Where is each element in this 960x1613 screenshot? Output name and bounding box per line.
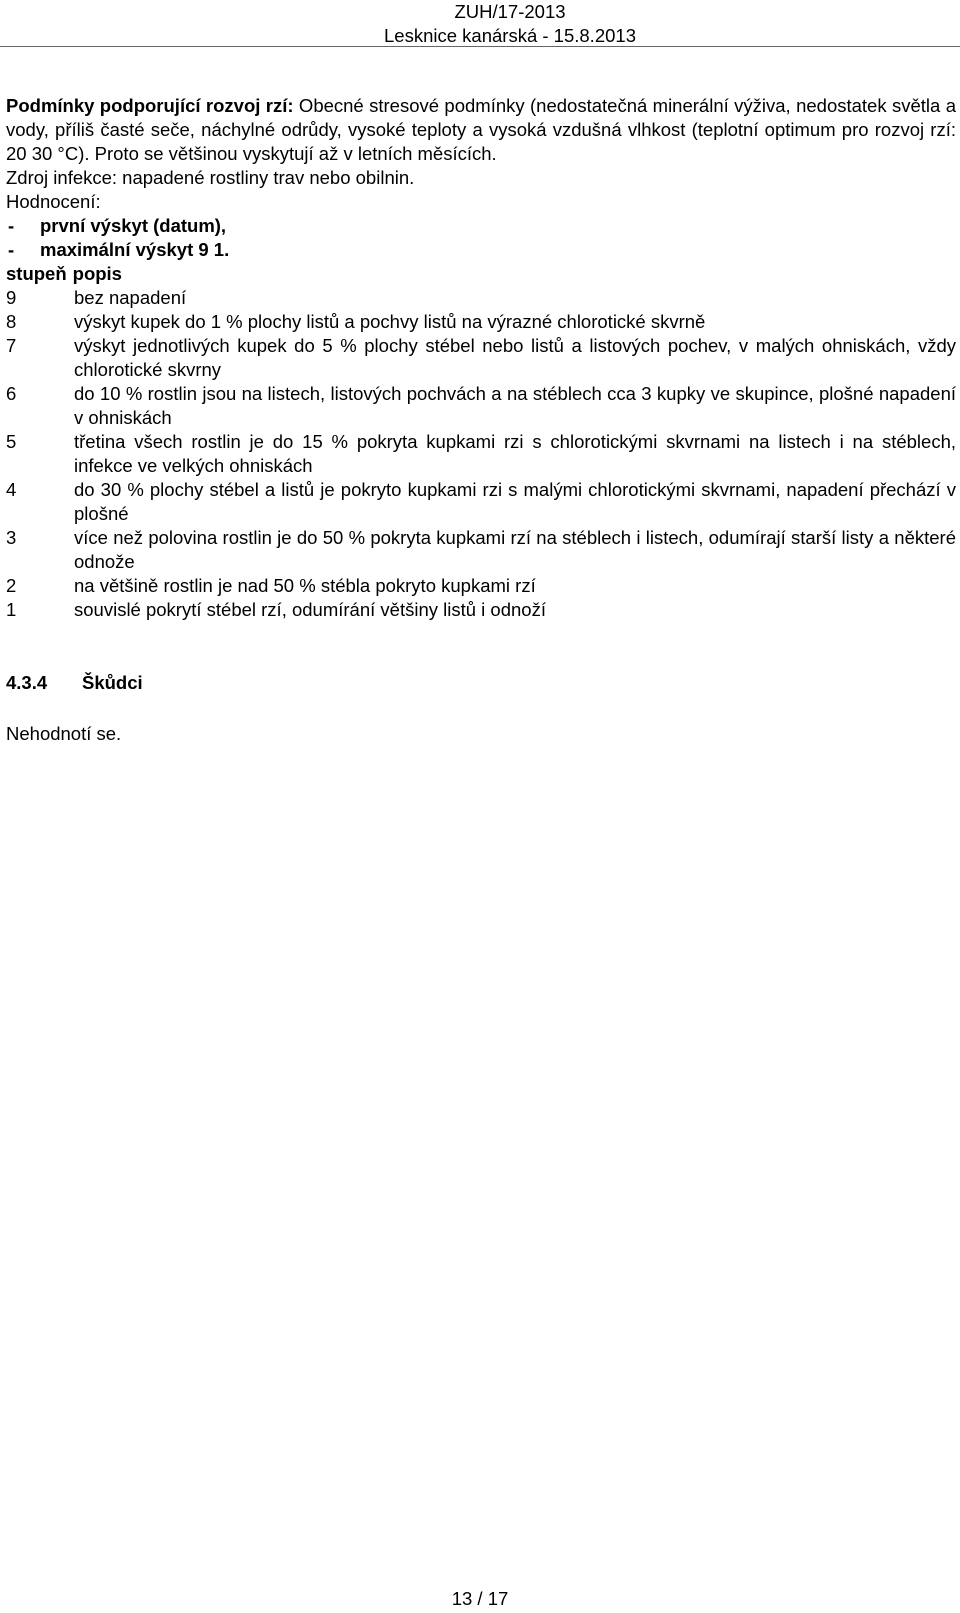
scale-degree: 5 bbox=[6, 431, 17, 452]
evaluation-item-text: první výskyt (datum), bbox=[40, 215, 227, 236]
document-subtitle: Lesknice kanárská - 15.8.2013 bbox=[384, 25, 636, 46]
evaluation-item-max bbox=[6, 238, 956, 262]
scale-row bbox=[6, 574, 956, 598]
scale-row bbox=[6, 526, 956, 574]
conditions-label: Podmínky podporující rozvoj rzí: bbox=[6, 95, 294, 116]
scale-list bbox=[6, 286, 956, 622]
scale-description: souvislé pokrytí stébel rzí, odumírání většiny listů i odnoží bbox=[74, 599, 546, 620]
scale-description: do 10 % rostlin jsou na listech, listových pochvách a na stéblech cca 3 kupky ve skupince, plošné napadení v ohniskách bbox=[74, 383, 956, 428]
conditions-paragraph bbox=[6, 94, 956, 166]
scale-row bbox=[6, 286, 956, 310]
scale-degree: 2 bbox=[6, 575, 17, 596]
header-divider bbox=[0, 46, 960, 47]
page-header bbox=[360, 0, 660, 48]
scale-row bbox=[6, 310, 956, 334]
scale-degree: 7 bbox=[6, 335, 17, 356]
scale-degree: 4 bbox=[6, 479, 17, 500]
section-number: 4.3.4 bbox=[6, 672, 48, 693]
document-id: ZUH/17-2013 bbox=[454, 1, 566, 22]
page-content bbox=[6, 94, 956, 746]
scale-degree: 6 bbox=[6, 383, 17, 404]
scale-row bbox=[6, 598, 956, 622]
scale-degree: 3 bbox=[6, 527, 17, 548]
scale-degree: 1 bbox=[6, 599, 17, 620]
infection-source: Zdroj infekce: napadené rostliny trav nebo obilnin. bbox=[6, 167, 415, 188]
scale-row bbox=[6, 382, 956, 430]
page-number: 13 / 17 bbox=[451, 1588, 509, 1609]
scale-row bbox=[6, 478, 956, 526]
scale-header bbox=[6, 262, 956, 286]
evaluation-item-first bbox=[6, 214, 956, 238]
scale-description: více než polovina rostlin je do 50 % pokryta kupkami rzí na stéblech i listech, odumírají starší listy a některé odnože bbox=[74, 527, 956, 572]
bullet-dash: - bbox=[8, 215, 15, 236]
scale-header-degree: stupeň bbox=[6, 263, 67, 284]
conditions-text: Obecné stresové podmínky (nedostatečná minerální výživa, nedostatek světla a vody, příliš časté seče, náchylné odrůdy, vysoké teploty a vysoká vzdušná vlhkost (teplotní optimum pro rozvoj rzí: 20 30 °C). Proto se většinou vyskytují až v letních měsících. bbox=[6, 95, 956, 164]
evaluation-label: Hodnocení: bbox=[6, 191, 101, 212]
scale-description: bez napadení bbox=[74, 287, 187, 308]
section-title: Škůdci bbox=[82, 672, 143, 693]
section-heading bbox=[6, 671, 956, 695]
scale-header-desc: popis bbox=[72, 263, 122, 284]
scale-row bbox=[6, 334, 956, 382]
bullet-dash: - bbox=[8, 239, 15, 260]
scale-description: na většině rostlin je nad 50 % stébla pokryto kupkami rzí bbox=[74, 575, 536, 596]
evaluation-item-text: maximální výskyt 9 1. bbox=[40, 239, 230, 260]
scale-description: třetina všech rostlin je do 15 % pokryta kupkami rzi s chlorotickými skvrnami na listech i na stéblech, infekce ve velkých ohniskách bbox=[74, 431, 956, 476]
scale-degree: 9 bbox=[6, 287, 17, 308]
scale-description: výskyt jednotlivých kupek do 5 % plochy stébel nebo listů a listových pochev, v malých ohniskách, vždy chlorotické skvrny bbox=[74, 335, 956, 380]
scale-row bbox=[6, 430, 956, 478]
scale-degree: 8 bbox=[6, 311, 17, 332]
scale-description: do 30 % plochy stébel a listů je pokryto kupkami rzi s malými chlorotickými skvrnami, napadení přechází v plošné bbox=[74, 479, 956, 524]
section-text: Nehodnotí se. bbox=[6, 723, 122, 744]
scale-description: výskyt kupek do 1 % plochy listů a pochvy listů na výrazné chlorotické skvrně bbox=[74, 311, 706, 332]
